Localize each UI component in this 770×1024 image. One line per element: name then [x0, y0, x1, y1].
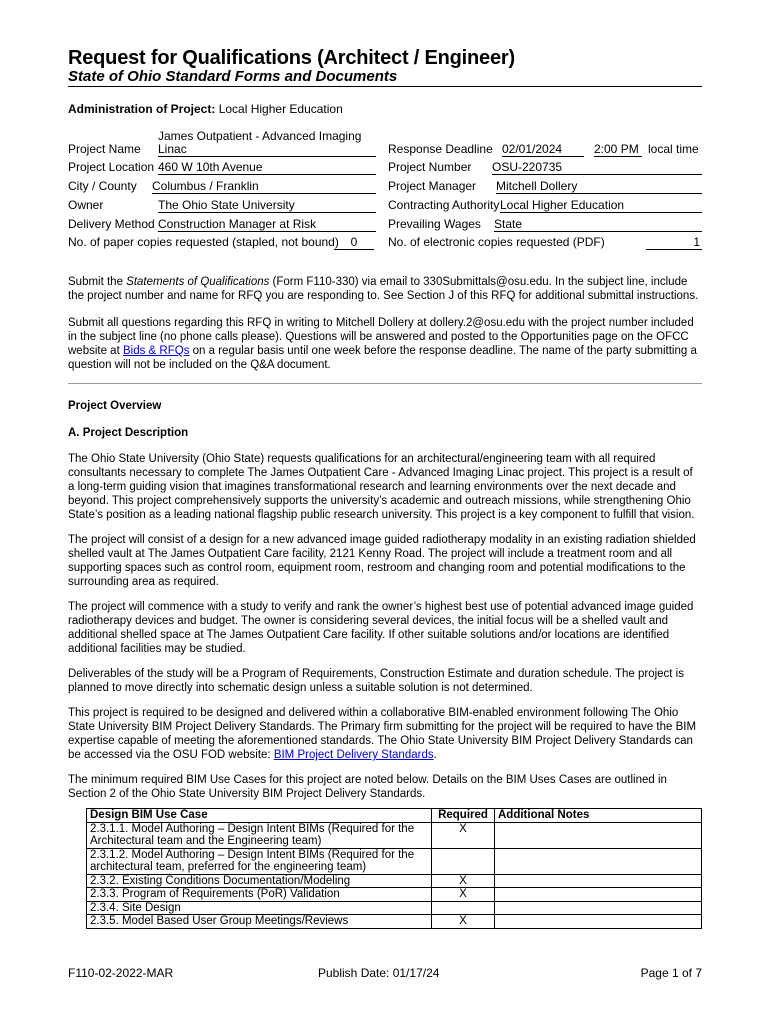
questions-paragraph	[68, 316, 702, 372]
footer-form-id: F110-02-2022-MAR	[68, 966, 174, 980]
city-county-label: City / County	[68, 179, 137, 193]
project-number-value: OSU-220735	[492, 160, 702, 175]
delivery-method-value: Construction Manager at Risk	[158, 217, 376, 232]
project-description-heading: A. Project Description	[68, 427, 189, 439]
page-subtitle: State of Ohio Standard Forms and Documents	[68, 68, 702, 87]
section-divider	[68, 383, 702, 384]
required-cell	[432, 848, 495, 874]
notes-cell	[495, 874, 702, 888]
use-case-cell: 2.3.2. Existing Conditions Documentation/Modeling	[87, 874, 432, 888]
notes-cell	[495, 901, 702, 915]
use-case-cell: 2.3.3. Program of Requirements (PoR) Validation	[87, 888, 432, 902]
delivery-method-label: Delivery Method	[68, 217, 155, 231]
city-county-value: Columbus / Franklin	[152, 179, 376, 194]
bim-text-a: This project is required to be designed and delivered within a collaborative BIM-enabled environment following The Ohio State University BIM Project Delivery Standards. The Primary firm submitting for the project will be required to have the BIM expertise capable of meeting the aforementioned standards. The Ohio State University BIM Project Delivery Standards can be accessed via the OSU FOD website:	[68, 707, 697, 761]
project-overview-heading: Project Overview	[68, 400, 162, 412]
notes-cell	[495, 822, 702, 848]
description-paragraph-4: Deliverables of the study will be a Program of Requirements, Construction Estimate and duration schedule. The project is planned to move directly into schematic design unless a suitable solution is not determined.	[68, 668, 684, 694]
header-required: Required	[432, 809, 495, 823]
use-case-cell: 2.3.4. Site Design	[87, 901, 432, 915]
required-cell: X	[432, 915, 495, 929]
notes-cell	[495, 888, 702, 902]
submit-text-a: Submit the	[68, 276, 127, 288]
questions-text-a: Submit all questions regarding this RFQ in writing to Mitchell Dollery at dollery.2@osu.edu with the project number included in the subject line (no phone calls please). Questions will be answered and posted to the Opportunities page on the OFCC website at	[68, 317, 694, 357]
description-paragraph-1: The Ohio State University (Ohio State) requests qualifications for an architectural/engineering team with all required consultants necessary to complete The James Outpatient Care - Advanced Imaging Linac project. This project is a result of a long-term guiding vision that imagines transformational research and learning environments over the next decade and beyond. This project comprehensively supports the university’s academic and outreach missions, while strengthening Ohio State’s position as a leading national flagship public research university. This project is a key component to fulfill that vision.	[68, 453, 695, 521]
header-notes: Additional Notes	[495, 809, 702, 823]
header-use-case: Design BIM Use Case	[87, 809, 432, 823]
required-cell	[432, 901, 495, 915]
electronic-copies-label: No. of electronic copies requested (PDF)	[388, 235, 605, 249]
response-deadline-date: 02/01/2024	[502, 142, 584, 157]
owner-value: The Ohio State University	[158, 198, 376, 213]
prevailing-wages-label: Prevailing Wages	[388, 217, 481, 231]
administration-line	[68, 102, 343, 116]
contracting-authority-label: Contracting Authority	[388, 198, 500, 212]
table-row	[87, 822, 702, 848]
table-row	[87, 874, 702, 888]
use-case-cell: 2.3.1.1. Model Authoring – Design Intent BIMs (Required for the Architectural team and the Engineering team)	[87, 822, 432, 848]
table-row	[87, 848, 702, 874]
contracting-authority-value: Local Higher Education	[500, 198, 702, 213]
table-row	[87, 915, 702, 929]
admin-label: Administration of Project:	[68, 102, 216, 116]
use-case-cell: 2.3.1.2. Model Authoring – Design Intent BIMs (Required for the architectural team, preferred for the engineering team)	[87, 848, 432, 874]
electronic-copies-value: 1	[646, 235, 702, 250]
response-deadline-time: 2:00 PM	[594, 142, 642, 157]
project-name-label: Project Name	[68, 142, 141, 156]
owner-label: Owner	[68, 198, 104, 212]
table-header-row	[87, 809, 702, 823]
notes-cell	[495, 848, 702, 874]
response-deadline-label: Response Deadline	[388, 142, 493, 156]
footer-publish-date: Publish Date: 01/17/24	[318, 966, 440, 980]
description-paragraph-2: The project will consist of a design for a new advanced image guided radiotherapy modality in an existing radiation shielded shelled vault at The James Outpatient Care facility, 2121 Kenny Road. The project will include a treatment room and all supporting spaces such as control room, equipment room, restroom and changing room and potential modifications to the surrounding area as required.	[68, 534, 696, 588]
bim-text-b: .	[433, 749, 437, 761]
description-paragraph-6: The minimum required BIM Use Cases for this project are noted below. Details on the BIM Uses Cases are outlined in Section 2 of the Ohio State University BIM Project Delivery Standards.	[68, 774, 667, 800]
required-cell: X	[432, 822, 495, 848]
bim-standards-link[interactable]: BIM Project Delivery Standards	[273, 749, 434, 761]
project-location-value: 460 W 10th Avenue	[158, 160, 376, 175]
footer-page-number: Page 1 of 7	[640, 966, 702, 980]
paper-copies-label: No. of paper copies requested (stapled, not bound)	[68, 235, 339, 249]
required-cell: X	[432, 888, 495, 902]
use-case-cell: 2.3.5. Model Based User Group Meetings/Reviews	[87, 915, 432, 929]
description-paragraph-3: The project will commence with a study to verify and rank the owner’s highest best use of potential advanced image guided radiotherapy devices and budget. The owner is considering several devices, the initial focus will be a shelled vault and additional shelled space at The James Outpatient Care facility. If other suitable solutions and/or locations are identified additional facilities may be studied.	[68, 601, 694, 655]
project-name-line1: James Outpatient - Advanced Imaging	[158, 129, 362, 143]
description-paragraph-5	[68, 706, 702, 762]
admin-value: Local Higher Education	[218, 102, 343, 116]
required-cell: X	[432, 874, 495, 888]
response-deadline-suffix: local time	[648, 142, 699, 156]
project-manager-value: Mitchell Dollery	[496, 179, 702, 194]
table-row	[87, 888, 702, 902]
submit-form-name: Statements of Qualifications	[126, 276, 270, 288]
bids-rfqs-link[interactable]: Bids & RFQs	[122, 345, 190, 357]
project-location-label: Project Location	[68, 160, 155, 174]
submit-paragraph	[68, 275, 702, 303]
bim-use-case-table	[86, 808, 702, 929]
table-row	[87, 901, 702, 915]
project-manager-label: Project Manager	[388, 179, 477, 193]
submit-text-b: (Form F110-330) via email to 330Submittals@osu.edu. In the subject line, include the project number and name for RFQ you are responding to. See Section J of this RFQ for additional submittal instructions.	[68, 276, 699, 302]
notes-cell	[495, 915, 702, 929]
prevailing-wages-value: State	[494, 217, 702, 232]
questions-text-b: on a regular basis until one week before the response deadline. The name of the party submitting a question will not be included on the Q&A document.	[68, 345, 697, 371]
project-number-label: Project Number	[388, 160, 472, 174]
paper-copies-value: 0	[334, 235, 374, 250]
page-title: Request for Qualifications (Architect / Engineer)	[68, 47, 515, 69]
project-name-line2: Linac	[158, 142, 376, 157]
